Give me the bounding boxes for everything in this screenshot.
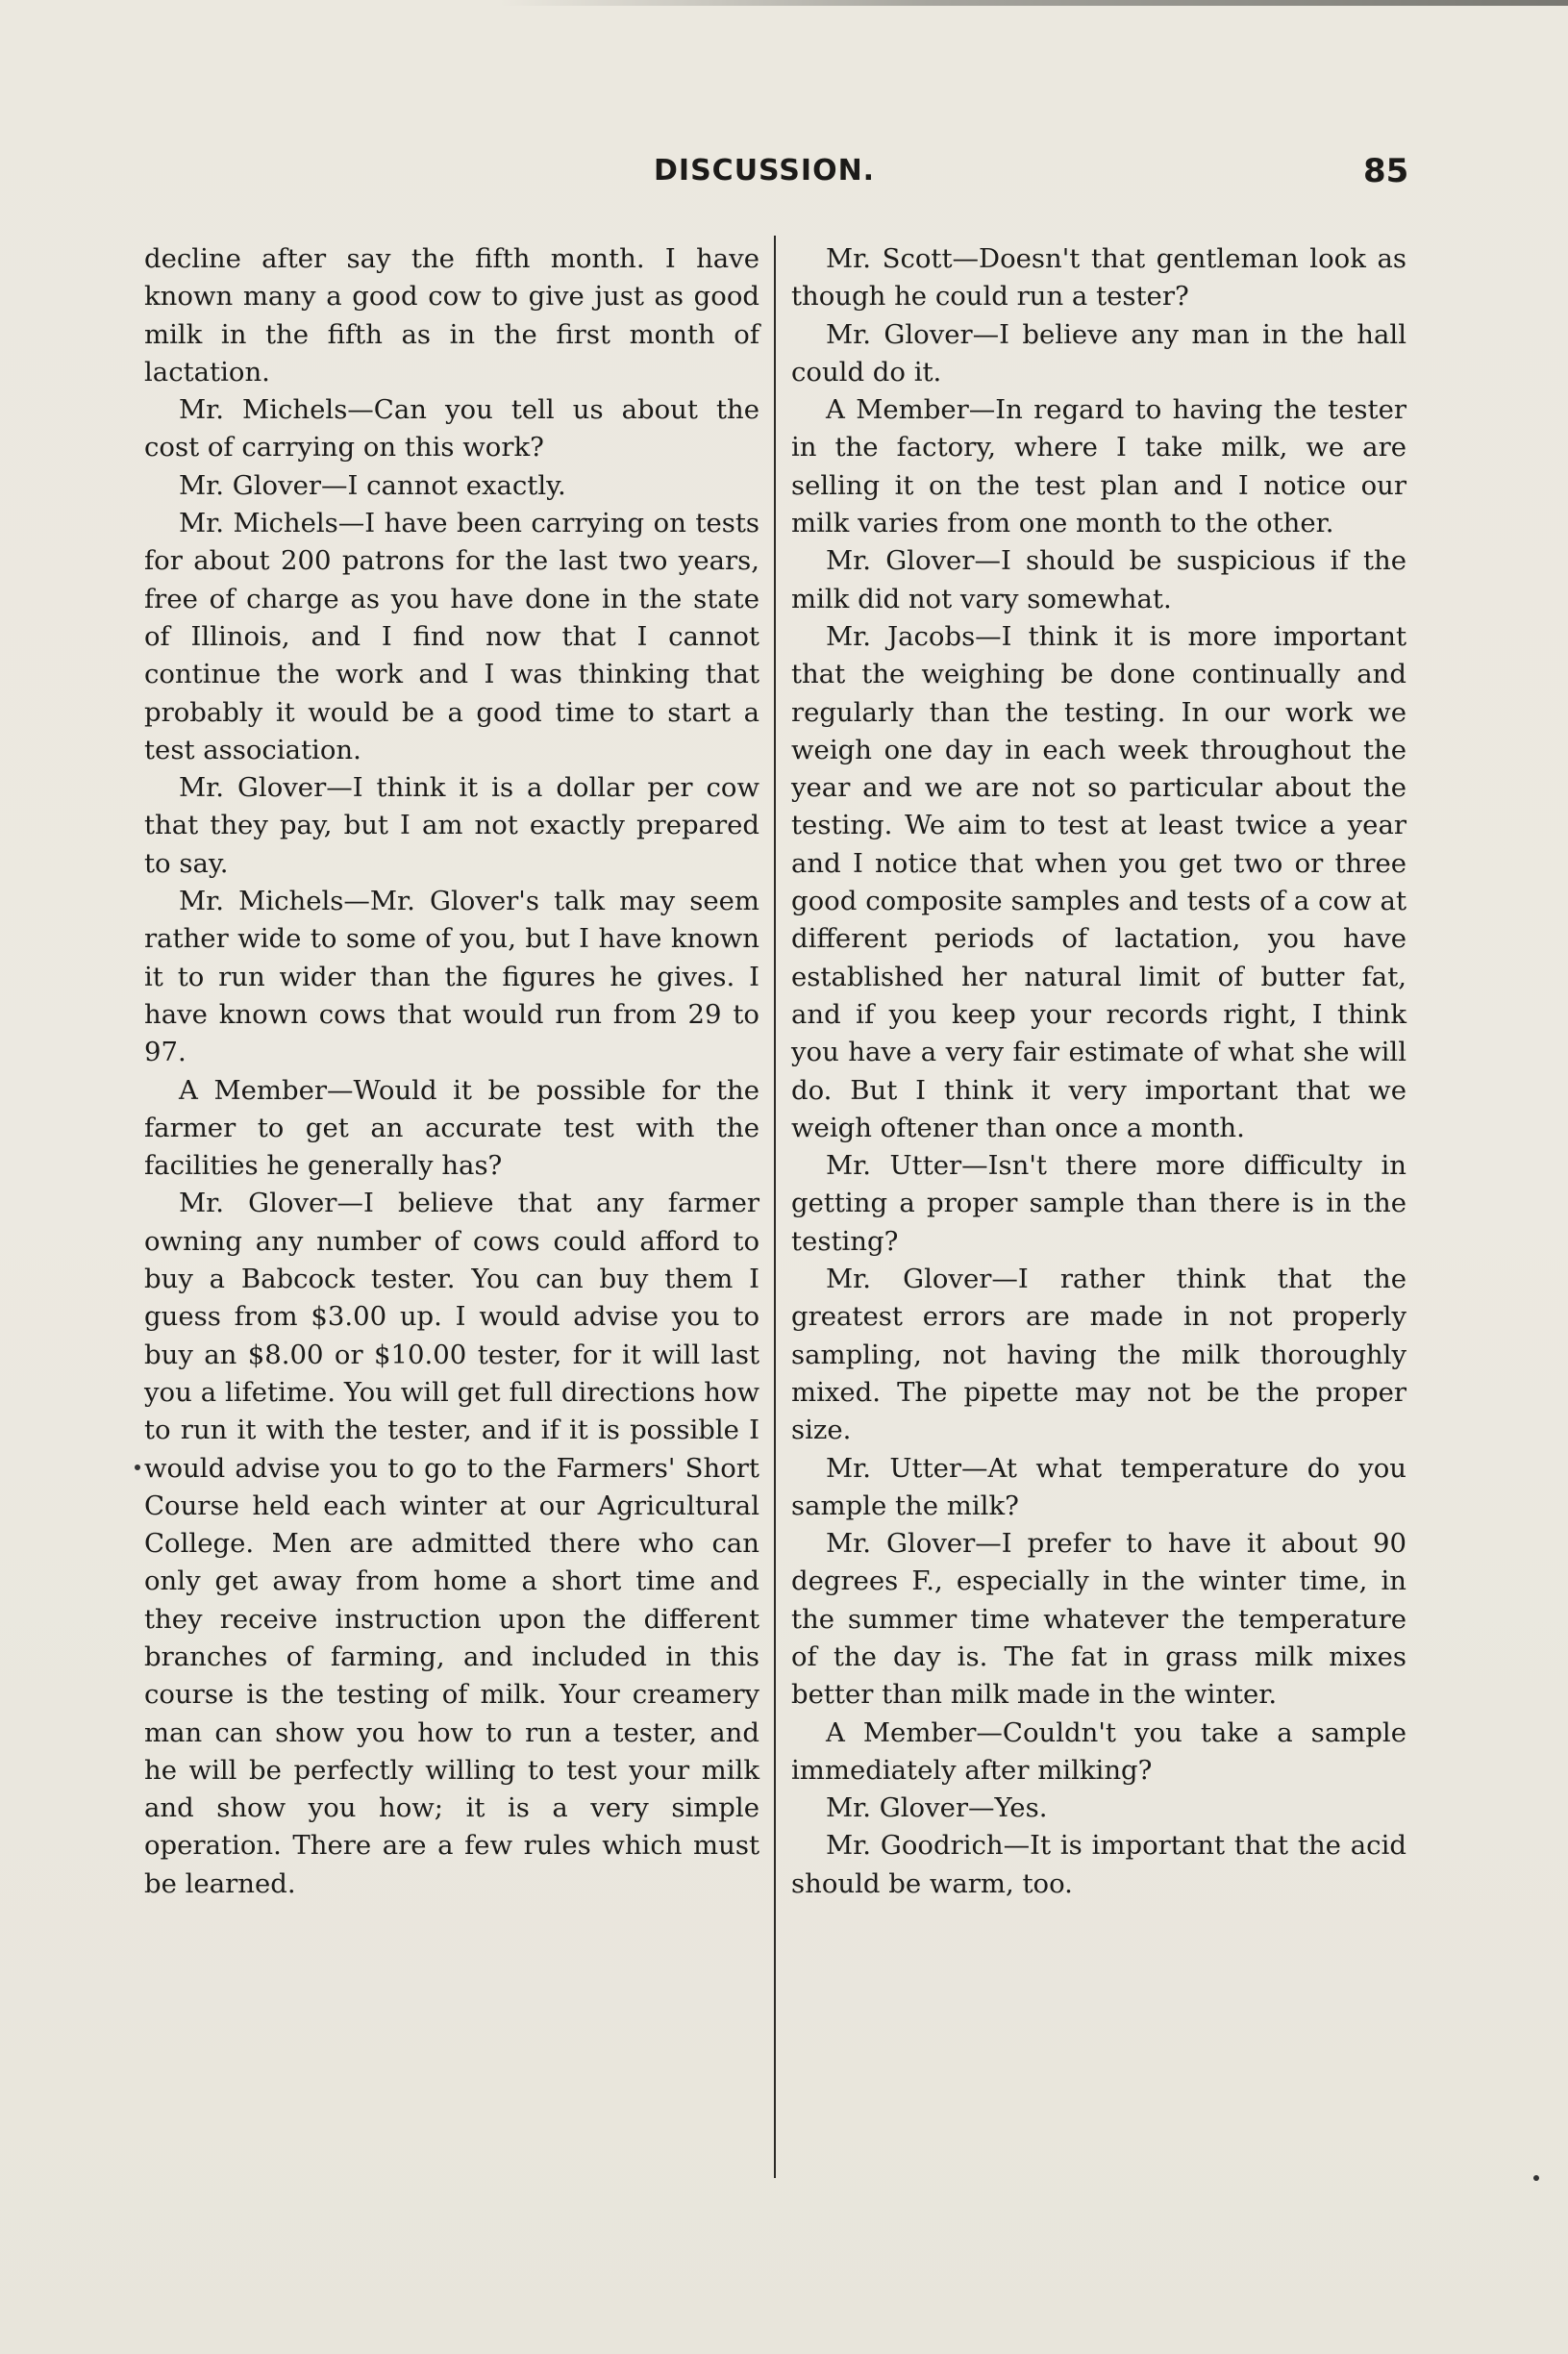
running-head: DISCUSSION. xyxy=(654,154,876,188)
paragraph: Mr. Utter—At what temperature do you sample the milk? xyxy=(791,1452,1406,1521)
page-edge-shadow xyxy=(500,0,1568,6)
paragraph: Mr. Glover—I believe any man in the hall could do it. xyxy=(791,318,1406,388)
right-column xyxy=(791,240,1406,1903)
paragraph: decline after say the fifth month. I have known many a good cow to give just as good milk in the fifth as in the first month of lactation. xyxy=(144,243,759,388)
paragraph: Mr. Glover—I rather think that the greatest errors are made in not properly sampling, not having the milk thoroughly mixed. The pipette may not be the proper size. xyxy=(791,1264,1406,1446)
paragraph: Mr. Michels—I have been carrying on tests for about 200 patrons for the last two years, free of charge as you have done in the state of Illinois, and I find now that I cannot continue the work and I was thinking that probably it would be a good time to start a test association. xyxy=(144,508,759,765)
paragraph: A Member—In regard to having the tester in the factory, where I take milk, we are selling it on the test plan and I notice our milk varies from one month to the other. xyxy=(791,394,1406,539)
column-divider xyxy=(774,236,776,2178)
paragraph: Mr. Glover—I believe that any farmer owning any number of cows could afford to buy a Babcock tester. You can buy them I guess from $3.00 up. I would advise you to buy an $8.00 or $10.00 tester, for it will last you a lifetime. You will get full directions how to run it with the tester, and if it is possible I would advise you to go to the Farmers' Short Course held each winter at our Agricultural College. Men are admitted there who can only get away from home a short time and they receive instruction upon the different branches of farming, and included in this course is the testing of milk. Your creamery man can show you how to run a tester, and he will be perfectly willing to test your milk and show you how; it is a very simple operation. There are a few rules which must be learned. xyxy=(144,1188,759,1899)
paragraph: Mr. Glover—I think it is a dollar per cow that they pay, but I am not exactly prepared to say. xyxy=(144,772,759,879)
paragraph: Mr. Michels—Can you tell us about the cost of carrying on this work? xyxy=(144,394,759,463)
paragraph: A Member—Couldn't you take a sample immediately after milking? xyxy=(791,1716,1406,1786)
ink-speck xyxy=(1533,2175,1539,2181)
paragraph: Mr. Goodrich—It is important that the acid should be warm, too. xyxy=(791,1830,1406,1899)
paragraph: Mr. Glover—I cannot exactly. xyxy=(179,469,566,501)
paragraph: Mr. Glover—I prefer to have it about 90 degrees F., especially in the winter time, in the summer time whatever the temperature of the day is. The fat in grass milk mixes better than milk made in the winter. xyxy=(791,1528,1406,1711)
ink-speck xyxy=(135,1465,140,1470)
paragraph: Mr. Glover—Yes. xyxy=(826,1792,1048,1824)
paragraph: Mr. Scott—Doesn't that gentleman look as though he could run a tester? xyxy=(791,243,1406,313)
paragraph: Mr. Utter—Isn't there more difficulty in getting a proper sample than there is in the testing? xyxy=(791,1150,1406,1257)
page-number: 85 xyxy=(1363,152,1409,190)
paragraph: Mr. Glover—I should be suspicious if the milk did not vary somewhat. xyxy=(791,545,1406,614)
paragraph: Mr. Jacobs—I think it is more important that the weighing be done continually and regularly than the testing. In our work we weigh one day in each week throughout the year and we are not so particular about the testing. We aim to test at least twice a year and I notice that when you get two or three good composite samples and tests of a cow at different periods of lactation, you have established her natural limit of butter fat, and if you keep your records right, I think you have a very fair estimate of what she will do. But I think it very important that we weigh oftener than once a month. xyxy=(791,620,1406,1143)
paragraph: A Member—Would it be possible for the farmer to get an accurate test with the facilities he generally has? xyxy=(144,1074,759,1182)
left-column xyxy=(144,240,759,1903)
paragraph: Mr. Michels—Mr. Glover's talk may seem rather wide to some of you, but I have known it to run wider than the figures he gives. I have known cows that would run from 29 to 97. xyxy=(144,886,759,1068)
